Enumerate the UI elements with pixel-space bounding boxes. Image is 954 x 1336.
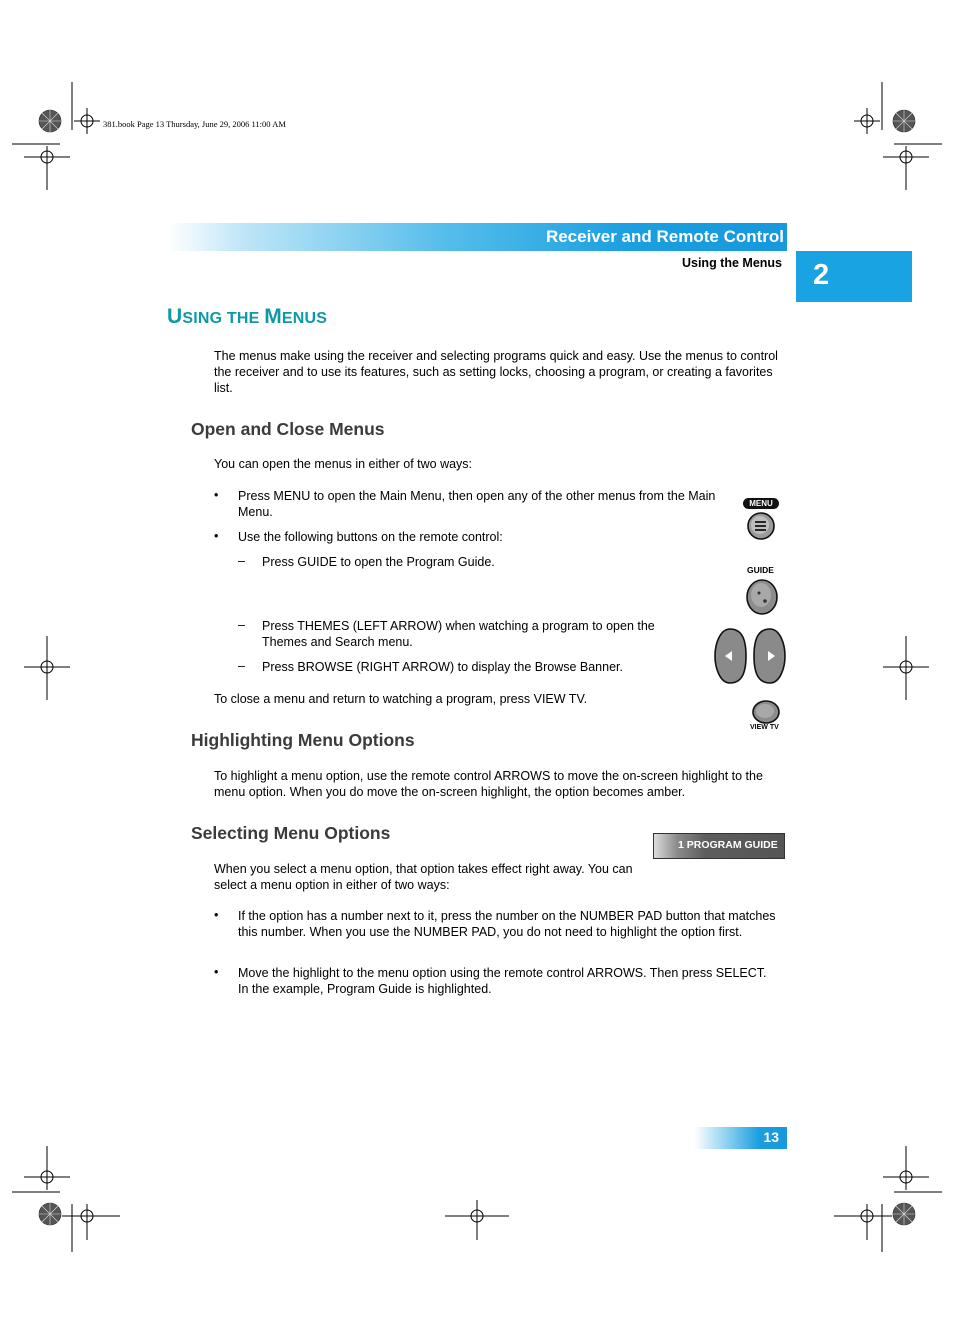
highlighting-text: To highlight a menu option, use the remote control ARROWS to move the on-screen highlight to the menu option. When you do move the on-screen highlight, the option becomes amber. xyxy=(214,769,763,799)
print-slug: 381.book Page 13 Thursday, June 29, 2006 11:00 AM xyxy=(103,119,286,129)
title-cap-m: M xyxy=(264,305,282,328)
page-title xyxy=(167,305,327,329)
guide-button-label: GUIDE xyxy=(747,565,774,575)
heading-open-close-menus: Open and Close Menus xyxy=(191,419,385,439)
view-tv-button-icon xyxy=(750,698,784,726)
title-cap-u: U xyxy=(167,305,183,328)
bullet-mark: • xyxy=(214,965,219,979)
bullet-press-menu: Press MENU to open the Main Menu, then open any of the other menus from the Main Menu. xyxy=(238,489,716,519)
menu-button-icon xyxy=(745,511,777,541)
dash-mark: – xyxy=(238,659,245,673)
view-tv-button-label: VIEW TV xyxy=(750,724,779,731)
left-right-arrow-buttons-icon xyxy=(712,626,788,686)
closing-text: To close a menu and return to watching a program, press VIEW TV. xyxy=(214,692,588,706)
selecting-lead: When you select a menu option, that option takes effect right away. You can select a menu option in either of two ways: xyxy=(214,862,633,892)
title-part-1: SING THE xyxy=(182,310,265,327)
open-close-lead: You can open the menus in either of two ways: xyxy=(214,457,473,471)
page-number: 13 xyxy=(763,1129,779,1145)
page-number-bar xyxy=(694,1127,787,1149)
bullet-mark: • xyxy=(214,529,219,543)
section-title: Receiver and Remote Control xyxy=(545,227,784,246)
menu-button-label-pill: MENU xyxy=(743,498,779,509)
bullet-mark: • xyxy=(214,488,219,502)
program-guide-menu-option-example xyxy=(653,833,785,859)
program-guide-option-label: 1 PROGRAM GUIDE xyxy=(678,839,778,851)
dash-press-guide: Press GUIDE to open the Program Guide. xyxy=(262,555,495,569)
bullet-arrows-select: Move the highlight to the menu option using the remote control ARROWS. Then press SELECT. In the example, Program Guide is highlighted. xyxy=(238,966,767,996)
intro-paragraph: The menus make using the receiver and selecting programs quick and easy. Use the menus to control the receiver and to use its features, such as setting locks, choosing a program, or creating a favorites list. xyxy=(214,349,778,395)
heading-selecting-menu-options: Selecting Menu Options xyxy=(191,823,391,843)
chapter-number: 2 xyxy=(813,259,830,291)
guide-button-icon xyxy=(744,577,780,617)
section-header-bar xyxy=(168,223,787,251)
subsection-title: Using the Menus xyxy=(681,256,782,270)
dash-press-themes: Press THEMES (LEFT ARROW) when watching a program to open the Themes and Search menu. xyxy=(262,619,655,649)
bullet-remote-buttons: Use the following buttons on the remote control: xyxy=(238,530,503,544)
dash-mark: – xyxy=(238,554,245,568)
heading-highlighting-menu-options: Highlighting Menu Options xyxy=(191,730,415,750)
dash-mark: – xyxy=(238,618,245,632)
chapter-tab xyxy=(796,251,912,302)
dash-press-browse: Press BROWSE (RIGHT ARROW) to display the Browse Banner. xyxy=(262,660,623,674)
bullet-mark: • xyxy=(214,908,219,922)
bullet-number-pad: If the option has a number next to it, press the number on the NUMBER PAD button that matches this number. When you use the NUMBER PAD, you do not need to highlight the option first. xyxy=(238,909,776,939)
title-part-2: ENUS xyxy=(281,310,328,327)
